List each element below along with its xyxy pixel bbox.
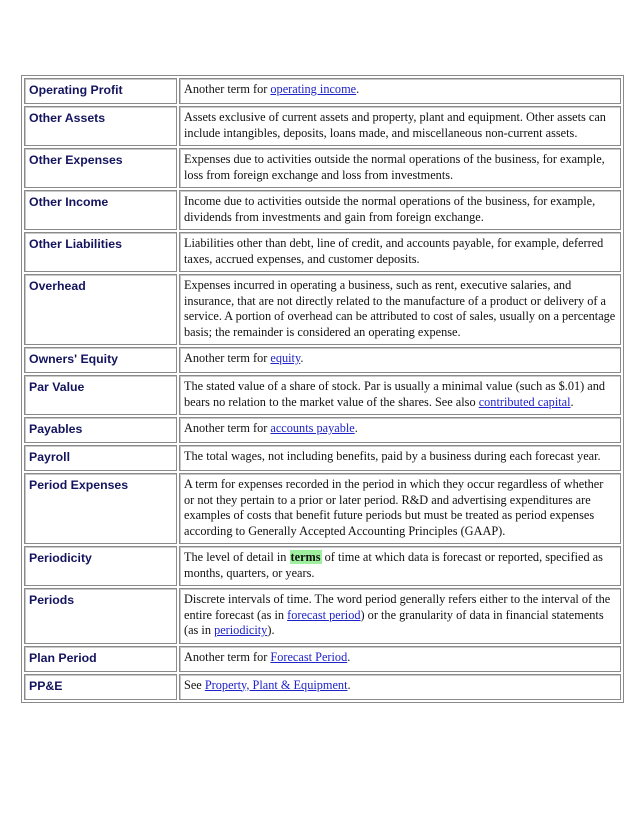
glossary-row <box>24 148 621 188</box>
definition-text: Income due to activities outside the normal operations of the business, for example, dividends from investments and gain from foreign exchange. <box>184 194 596 224</box>
glossary-link[interactable]: periodicity <box>214 623 268 637</box>
definition-text: . <box>570 394 574 409</box>
glossary-row <box>24 347 621 373</box>
glossary-term: Plan Period <box>24 646 177 672</box>
glossary-term: Payables <box>24 417 177 443</box>
glossary-row <box>24 588 621 644</box>
glossary-row <box>24 674 621 700</box>
definition-text: . <box>347 677 351 692</box>
glossary-definition <box>179 546 621 586</box>
definition-text: Liabilities other than debt, line of credit, and accounts payable, for example, deferred taxes, accrued expenses, and customer deposits. <box>184 236 604 266</box>
glossary-definition <box>179 646 621 672</box>
glossary-row <box>24 190 621 230</box>
glossary-term: Operating Profit <box>24 78 177 104</box>
definition-text: Another term for <box>184 351 271 365</box>
glossary-definition <box>179 375 621 415</box>
definition-text: . <box>356 82 360 96</box>
definition-text: ). <box>267 623 275 637</box>
definition-text: . <box>354 421 358 435</box>
glossary-definition <box>179 106 621 146</box>
glossary-term: Par Value <box>24 375 177 415</box>
definition-text: Another term for <box>184 421 271 435</box>
glossary-definition <box>179 347 621 373</box>
glossary-term: Payroll <box>24 445 177 471</box>
glossary-link[interactable]: Property, Plant & Equipment <box>204 677 348 692</box>
definition-text: Another term for <box>184 82 271 96</box>
definition-text: . <box>347 649 351 664</box>
glossary-definition <box>179 674 621 700</box>
glossary-link[interactable]: equity <box>270 351 301 365</box>
definition-text: The stated value of a share of stock. Par is usually a minimal value (such as $.01) and bears no relation to the market value of the shares. See also <box>184 379 606 409</box>
glossary-row <box>24 274 621 345</box>
glossary-row <box>24 232 621 272</box>
definition-text: The total wages, not including benefits, paid by a business during each forecast year. <box>184 449 601 463</box>
glossary-link[interactable]: operating income <box>270 82 357 96</box>
glossary-term: Overhead <box>24 274 177 345</box>
glossary-term: Owners' Equity <box>24 347 177 373</box>
glossary-term: Periodicity <box>24 546 177 586</box>
glossary-term: Period Expenses <box>24 473 177 544</box>
glossary-link[interactable]: forecast period <box>287 607 361 622</box>
glossary-definition <box>179 78 621 104</box>
glossary-term: Other Assets <box>24 106 177 146</box>
glossary-definition <box>179 232 621 272</box>
definition-text: Expenses incurred in operating a business, such as rent, executive salaries, and insurance, that are not directly related to the manufacture of a product or delivery of a service. A portion of overhead can be attributed to cost of sales, usually on a percentage basis; the remainder is considered an operating expense. <box>184 278 616 339</box>
glossary-table <box>21 75 624 703</box>
definition-text: Expenses due to activities outside the normal operations of the business, for example, loss from foreign exchange and loss from investments. <box>184 152 605 182</box>
glossary-link[interactable]: contributed capital <box>478 394 571 409</box>
glossary-row <box>24 473 621 544</box>
definition-text: of time at which data is forecast or reported, specified as months, quarters, or years. <box>184 550 603 580</box>
definition-text: ) or the granularity of data in financial statements (as in <box>184 607 604 637</box>
highlighted-term: terms <box>290 550 321 564</box>
glossary-row <box>24 417 621 443</box>
definition-text: The level of detail in <box>184 550 290 564</box>
glossary-definition <box>179 274 621 345</box>
glossary-definition <box>179 588 621 644</box>
glossary-term: Periods <box>24 588 177 644</box>
definition-text: . <box>300 351 304 365</box>
glossary-row <box>24 375 621 415</box>
glossary-definition <box>179 148 621 188</box>
glossary-definition <box>179 417 621 443</box>
glossary-term: PP&E <box>24 674 177 700</box>
definition-text: Discrete intervals of time. The word period generally refers either to the interval of the entire forecast (as in <box>184 592 611 622</box>
definition-text: Another term for <box>184 649 271 664</box>
glossary-term: Other Liabilities <box>24 232 177 272</box>
glossary-body <box>24 78 621 700</box>
glossary-row <box>24 106 621 146</box>
glossary-link[interactable]: Forecast Period <box>270 649 348 664</box>
glossary-row <box>24 546 621 586</box>
glossary-term: Other Expenses <box>24 148 177 188</box>
glossary-definition <box>179 473 621 544</box>
glossary-definition <box>179 190 621 230</box>
glossary-row <box>24 646 621 672</box>
glossary-row <box>24 445 621 471</box>
definition-text: A term for expenses recorded in the period in which they occur regardless of whether or not they pertain to a prior or later period. R&D and advertising expenditures are examples of costs that benefit future periods but must be treated as period expenses according to Generally Accepted Accounting Principles (GAAP). <box>184 477 604 538</box>
glossary-link[interactable]: accounts payable <box>270 421 355 435</box>
definition-text: See <box>184 677 205 692</box>
definition-text: Assets exclusive of current assets and property, plant and equipment. Other assets can include intangibles, deposits, loans made, and miscellaneous non-current assets. <box>184 110 606 140</box>
glossary-row <box>24 78 621 104</box>
glossary-definition <box>179 445 621 471</box>
glossary-term: Other Income <box>24 190 177 230</box>
